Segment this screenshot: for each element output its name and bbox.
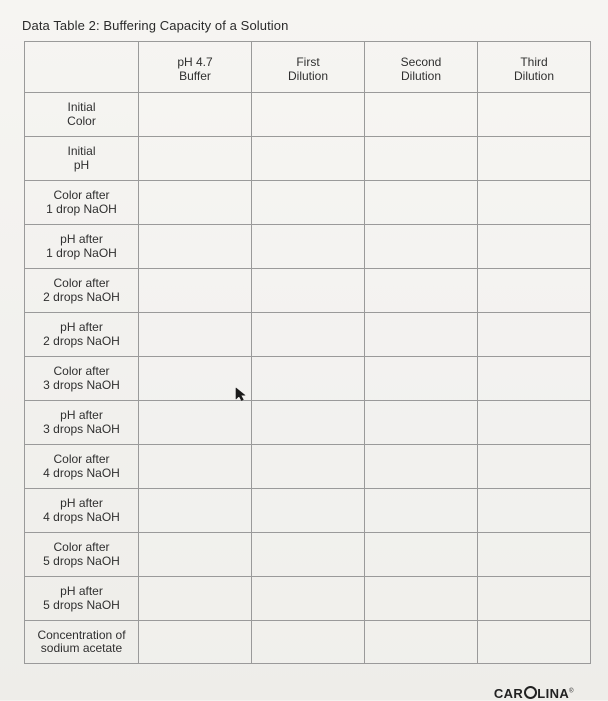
entry-cell[interactable] (139, 181, 252, 225)
table-row (25, 533, 591, 577)
entry-cell[interactable] (478, 137, 591, 181)
logo-o-mark (524, 686, 537, 699)
column-header-ph-buffer: pH 4.7 Buffer (139, 42, 252, 93)
row-label: Color after 2 drops NaOH (25, 269, 139, 313)
entry-cell[interactable] (365, 181, 478, 225)
entry-cell[interactable] (139, 445, 252, 489)
table-header-row (25, 42, 591, 93)
column-header-third-dilution: Third Dilution (478, 42, 591, 93)
entry-cell[interactable] (139, 533, 252, 577)
entry-cell[interactable] (365, 621, 478, 664)
entry-cell[interactable] (478, 357, 591, 401)
row-label: Initial pH (25, 137, 139, 181)
entry-cell[interactable] (252, 357, 365, 401)
table-row (25, 93, 591, 137)
entry-cell[interactable] (252, 181, 365, 225)
entry-cell[interactable] (139, 621, 252, 664)
entry-cell[interactable] (252, 489, 365, 533)
entry-cell[interactable] (478, 93, 591, 137)
entry-cell[interactable] (478, 269, 591, 313)
table-row (25, 269, 591, 313)
entry-cell[interactable] (365, 313, 478, 357)
entry-cell[interactable] (478, 577, 591, 621)
entry-cell[interactable] (139, 489, 252, 533)
row-label: pH after 4 drops NaOH (25, 489, 139, 533)
row-label: pH after 2 drops NaOH (25, 313, 139, 357)
entry-cell[interactable] (252, 137, 365, 181)
entry-cell[interactable] (139, 577, 252, 621)
table-row (25, 577, 591, 621)
entry-cell[interactable] (139, 137, 252, 181)
corner-cell (25, 42, 139, 93)
entry-cell[interactable] (478, 533, 591, 577)
mouse-pointer-icon (234, 387, 248, 401)
entry-cell[interactable] (252, 313, 365, 357)
row-label: Initial Color (25, 93, 139, 137)
table-row (25, 401, 591, 445)
row-label: pH after 1 drop NaOH (25, 225, 139, 269)
entry-cell[interactable] (139, 401, 252, 445)
entry-cell[interactable] (139, 93, 252, 137)
entry-cell[interactable] (252, 93, 365, 137)
entry-cell[interactable] (478, 181, 591, 225)
entry-cell[interactable] (365, 577, 478, 621)
table-title: Data Table 2: Buffering Capacity of a Solution (22, 18, 289, 33)
table-row (25, 313, 591, 357)
table-row (25, 445, 591, 489)
entry-cell[interactable] (139, 225, 252, 269)
entry-cell[interactable] (252, 445, 365, 489)
entry-cell[interactable] (365, 445, 478, 489)
entry-cell[interactable] (478, 401, 591, 445)
entry-cell[interactable] (365, 269, 478, 313)
entry-cell[interactable] (478, 489, 591, 533)
row-label: pH after 5 drops NaOH (25, 577, 139, 621)
row-label: pH after 3 drops NaOH (25, 401, 139, 445)
entry-cell[interactable] (478, 225, 591, 269)
table-row (25, 225, 591, 269)
entry-cell[interactable] (365, 93, 478, 137)
table-row (25, 181, 591, 225)
row-label: Color after 3 drops NaOH (25, 357, 139, 401)
entry-cell[interactable] (478, 621, 591, 664)
entry-cell[interactable] (365, 357, 478, 401)
entry-cell[interactable] (365, 401, 478, 445)
row-label: Color after 1 drop NaOH (25, 181, 139, 225)
column-header-second-dilution: Second Dilution (365, 42, 478, 93)
buffering-capacity-table (24, 41, 591, 664)
row-label: Concentration of sodium acetate (25, 621, 139, 664)
entry-cell[interactable] (252, 401, 365, 445)
column-header-first-dilution: First Dilution (252, 42, 365, 93)
entry-cell[interactable] (252, 577, 365, 621)
row-label: Color after 4 drops NaOH (25, 445, 139, 489)
table-row (25, 137, 591, 181)
table-row (25, 489, 591, 533)
table-row (25, 621, 591, 664)
entry-cell[interactable] (252, 621, 365, 664)
entry-cell[interactable] (365, 489, 478, 533)
table-row (25, 357, 591, 401)
entry-cell[interactable] (252, 533, 365, 577)
entry-cell[interactable] (139, 269, 252, 313)
entry-cell[interactable] (139, 313, 252, 357)
entry-cell[interactable] (365, 137, 478, 181)
entry-cell[interactable] (365, 533, 478, 577)
entry-cell[interactable] (478, 445, 591, 489)
row-label: Color after 5 drops NaOH (25, 533, 139, 577)
entry-cell[interactable] (478, 313, 591, 357)
entry-cell[interactable] (252, 269, 365, 313)
carolina-logo: CAR LINA® (493, 686, 574, 701)
entry-cell[interactable] (365, 225, 478, 269)
entry-cell[interactable] (252, 225, 365, 269)
